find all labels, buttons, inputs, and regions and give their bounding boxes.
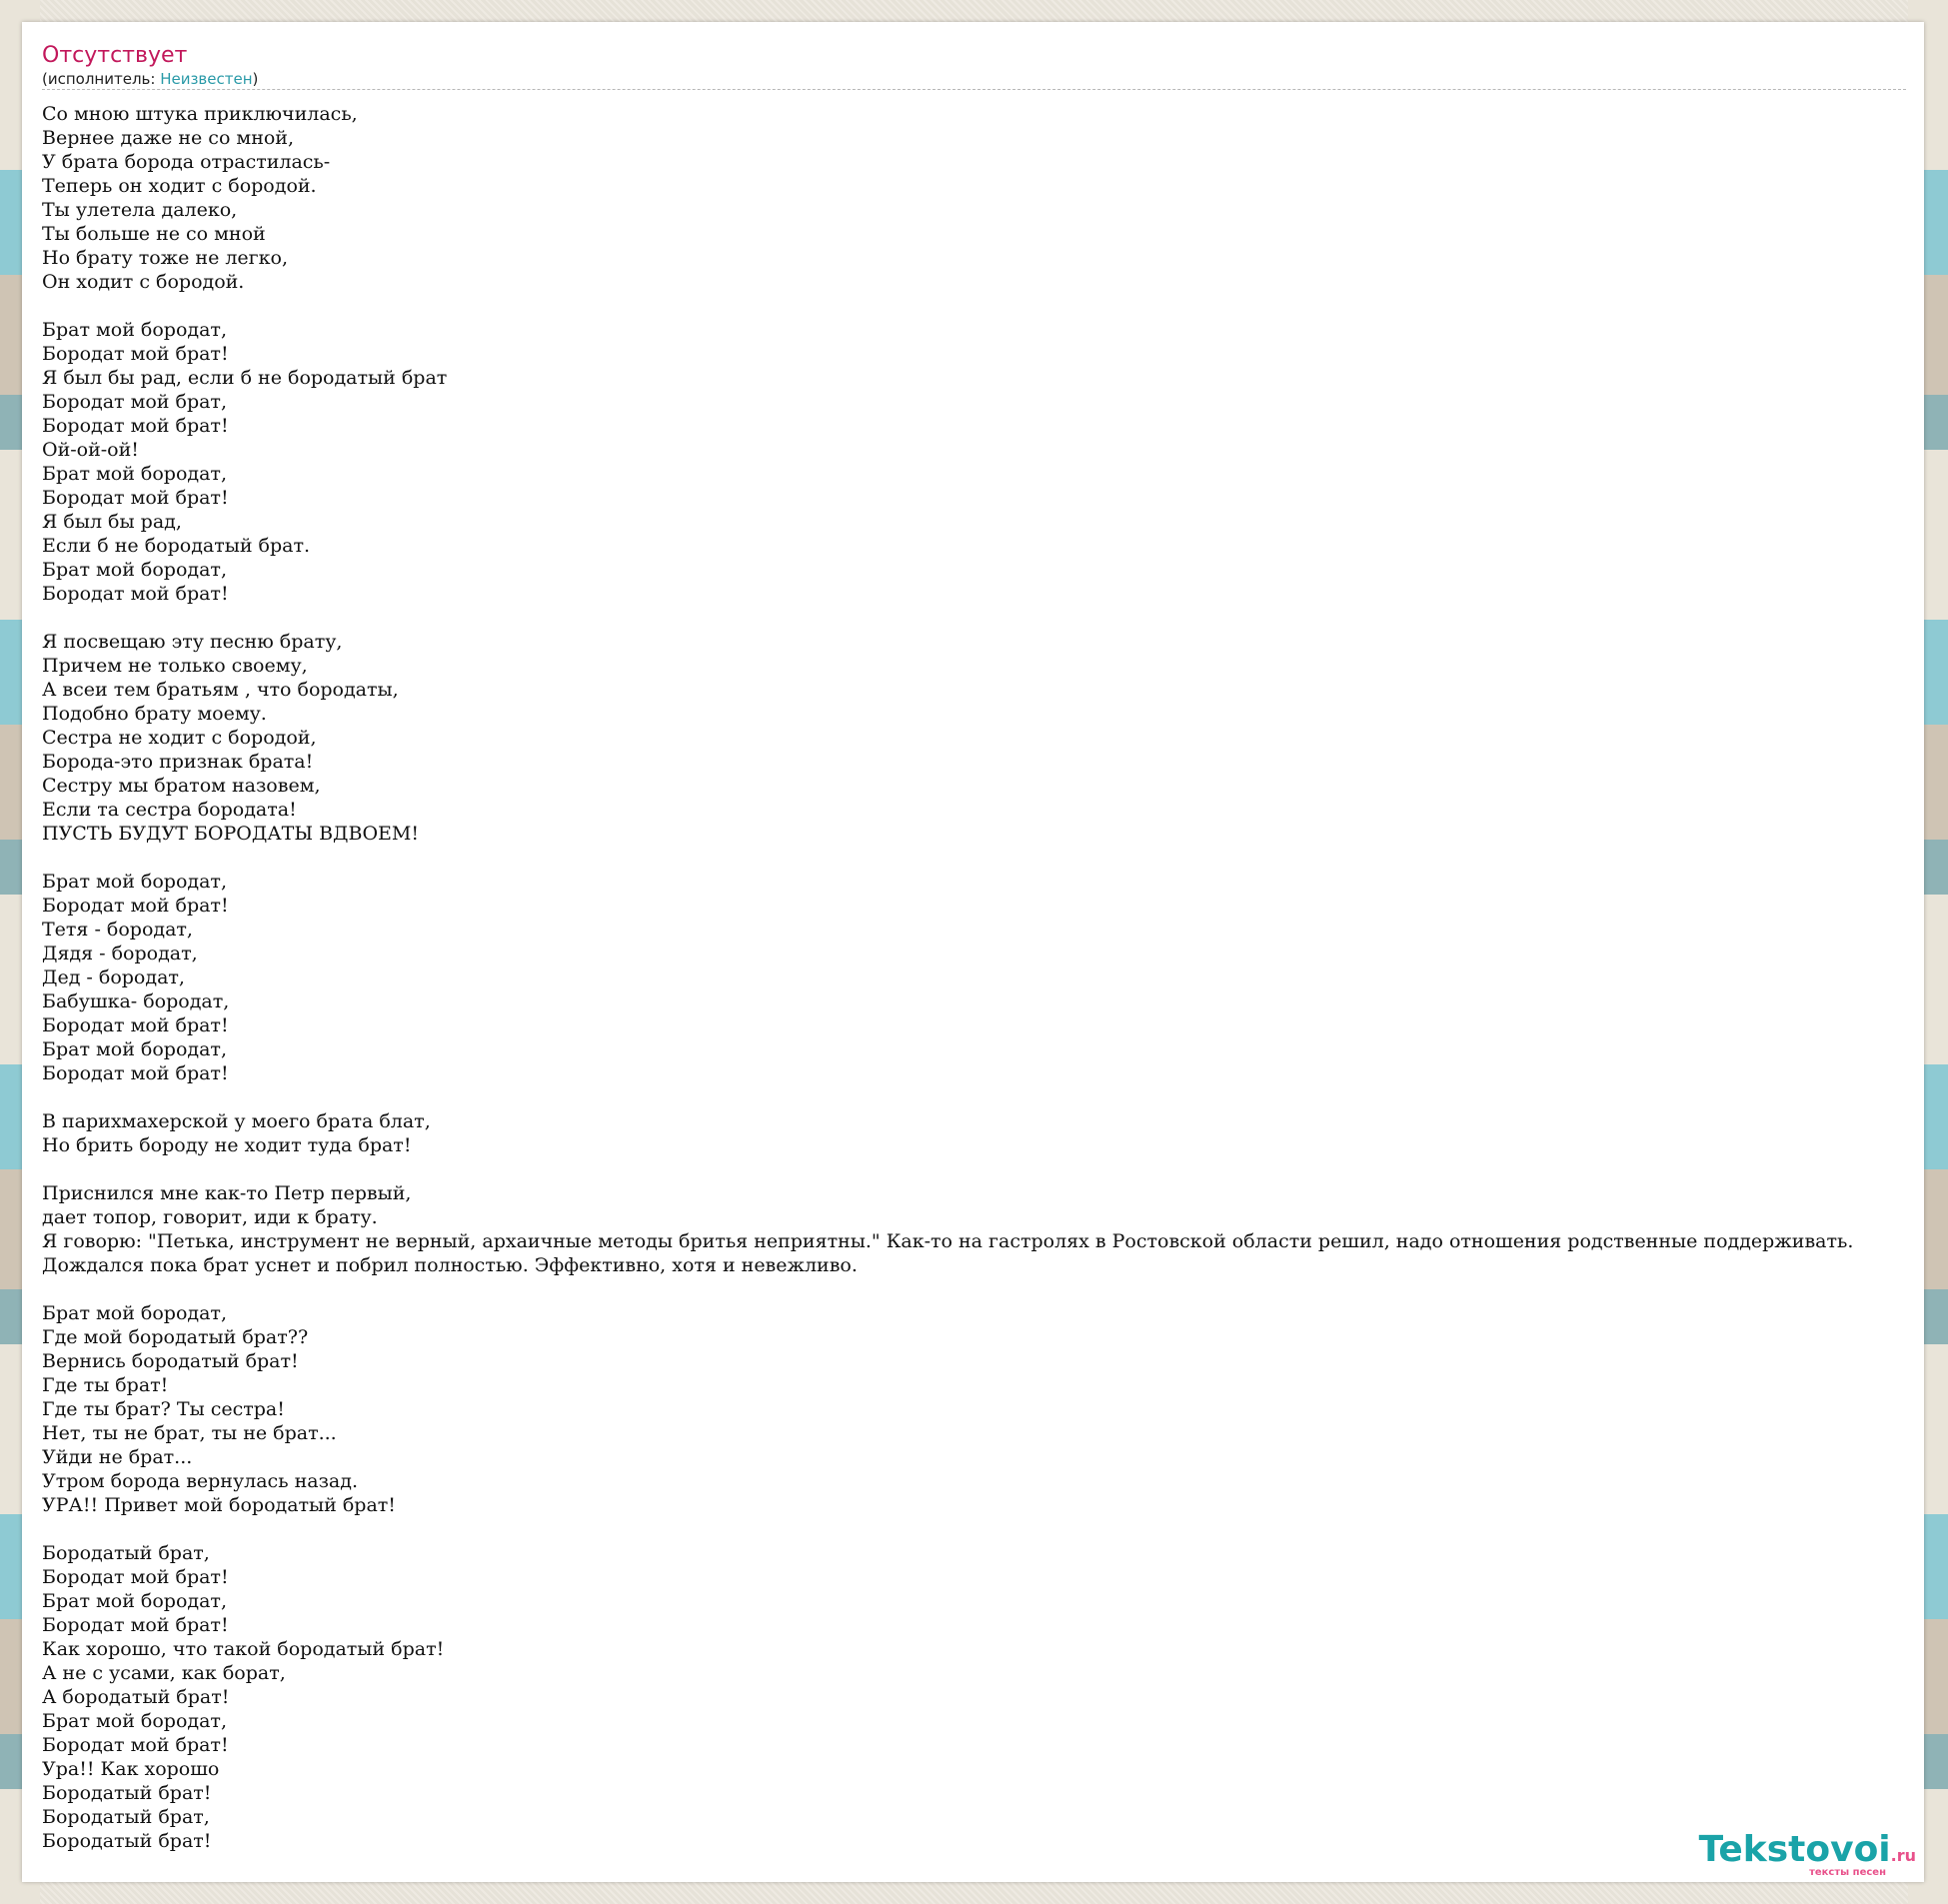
logo-tld: .ru [1890,1846,1916,1865]
performer-line [42,70,1906,88]
song-title: Отсутствует [42,43,188,68]
performer-suffix: ) [252,70,259,88]
site-logo[interactable] [1698,1829,1916,1878]
song-header [42,42,1906,90]
logo-wordmark: Tekstovoi [1698,1829,1891,1870]
lyrics-card [22,22,1924,1882]
performer-prefix: (исполнитель: [42,70,161,88]
song-lyrics: Со мною штука приключилась, Вернее даже не со мной, У брата борода отрастилась- Теперь он ходит с бородой. Ты улетела далеко, Ты больше не со мной Но брату тоже не легко, Он ходит с бородой. Брат мой бородат, Бородат мой брат! Я был бы рад, если б не бородатый брат Бородат мой брат, Бородат мой брат! Ой-ой-ой! Брат мой бородат, Бородат мой брат! Я был бы рад, Если б не бородатый брат. Брат мой бородат, Бородат мой брат! Я посвещаю эту песню брату, Причем не только своему, А всеи тем братьям , что бородаты, Подобно брату моему. Сестра не ходит с бородой, Борода-это признак брата! Сестру мы братом назовем, Если та сестра бородата! ПУСТЬ БУДУТ БОРОДАТЫ ВДВОЕМ! Брат мой бородат, Бородат мой брат! Тетя - бородат, Дядя - бородат, Дед - бородат, Бабушка- бородат, Бородат мой брат! Брат мой бородат, Бородат мой брат! В парихмахерской у моего брата блат, Но брить бороду не ходит туда брат! Приснился мне как-то Петр первый, дает топор, говорит, иди к брату. Я говорю: "Петька, инструмент не верный, архаичные методы бритья неприятны." Как-то на гастролях в Ростовской области решил, надо отношения родственные поддерживать. Дождался пока брат уснет и побрил полностью. Эффективно, хотя и невежливо. Брат мой бородат, Где мой бородатый брат?? Вернись бородатый брат! Где ты брат! Где ты брат? Ты сестра! Нет, ты не брат, ты не брат... Уйди не брат... Утром борода вернулась назад. УРА!! Привет мой бородатый брат! Бородатый брат, Бородат мой брат! Брат мой бородат, Бородат мой брат! Как хорошо, что такой бородатый брат! А не с усами, как борат, А бородатый брат! Брат мой бородат, Бородат мой брат! Ура!! Как хорошо Бородатый брат! Бородатый брат, Бородатый брат! [42,103,1854,1852]
logo-tagline: тексты песен [1809,1867,1886,1878]
performer-link[interactable]: Неизвестен [160,70,253,88]
